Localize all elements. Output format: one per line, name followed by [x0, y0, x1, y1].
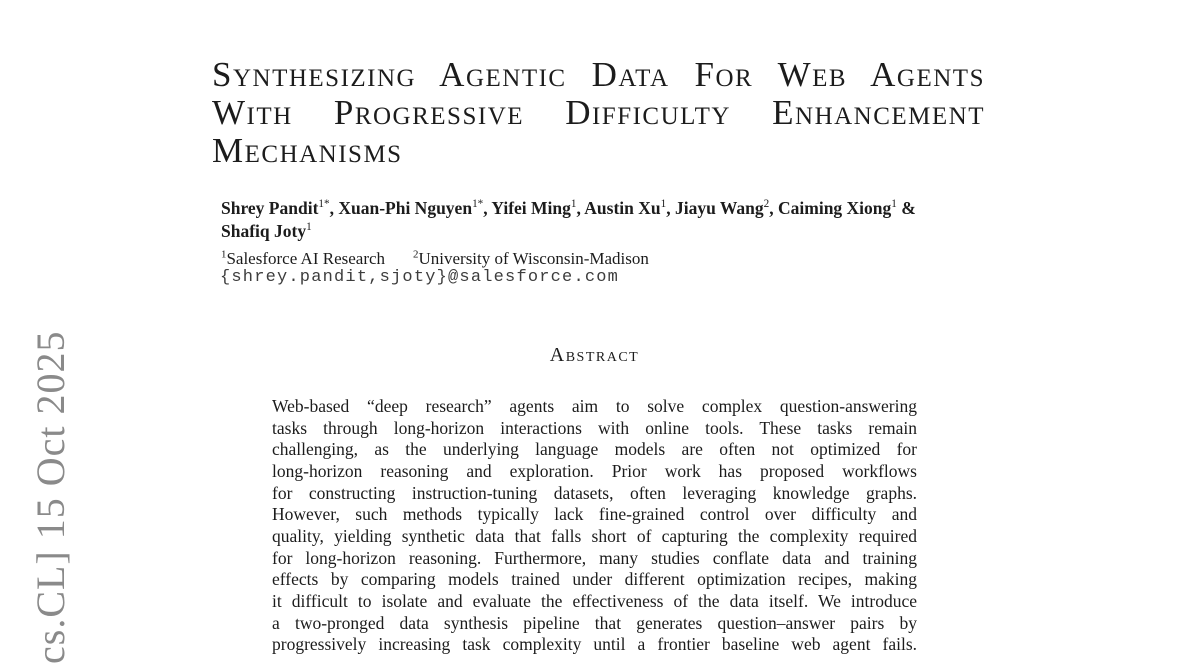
abstract-body	[272, 396, 917, 656]
abstract-line: progressively increasing task complexity until a frontier baseline web agent fails.	[272, 634, 917, 655]
title-line: With Progressive Difficulty Enhancement	[212, 93, 985, 132]
abstract-line: However, such methods typically lack fine-grained control over difficulty and	[272, 504, 917, 525]
paper-title	[212, 56, 985, 170]
abstract-line: tasks through long-horizon interactions with online tools. These tasks remain	[272, 417, 917, 438]
title-line: Mechanisms	[212, 131, 403, 170]
title-line: Synthesizing Agentic Data For Web Agents	[212, 55, 985, 94]
abstract-heading: Abstract	[549, 344, 640, 366]
affiliation: $^1$Salesforce AI Research	[221, 248, 386, 268]
affiliation: $^2$University of Wisconsin-Madison	[413, 248, 649, 268]
author-line: Shafiq Joty$^1$	[221, 221, 312, 241]
author-list	[221, 197, 1051, 243]
contact-email: {shrey.pandit,sjoty}@salesforce.com	[220, 268, 620, 287]
affiliation-list	[221, 248, 649, 270]
abstract-line: for constructing instruction-tuning datasets, often leveraging knowledge graphs.	[272, 482, 917, 503]
abstract-line: it difficult to isolate and evaluate the effectiveness of the data itself. We introduce	[272, 590, 917, 611]
abstract-line: challenging, as the underlying language models are often not optimized for	[272, 439, 917, 460]
author-line: Shrey Pandit$^{1*}$, Xuan-Phi Nguyen$^{1*}$, Yifei Ming$^1$, Austin Xu$^1$, Jiayu Wang$^2$, Caiming Xiong$^1$ &	[221, 198, 916, 218]
abstract-line: for long-horizon reasoning. Furthermore, many studies conflate data and training	[272, 547, 917, 568]
abstract-line: effects by comparing models trained under different optimization recipes, making	[272, 569, 917, 590]
abstract-line: long-horizon reasoning and exploration. Prior work has proposed workflows	[272, 460, 917, 481]
abstract-line: Web-based “deep research” agents aim to solve complex question-answering	[272, 396, 917, 416]
abstract-line: quality, yielding synthetic data that falls short of capturing the complexity required	[272, 525, 917, 546]
abstract-line: a two-pronged data synthesis pipeline that generates question–answer pairs by	[272, 612, 917, 633]
arxiv-watermark: cs.CL] 15 Oct 2025	[28, 330, 73, 664]
